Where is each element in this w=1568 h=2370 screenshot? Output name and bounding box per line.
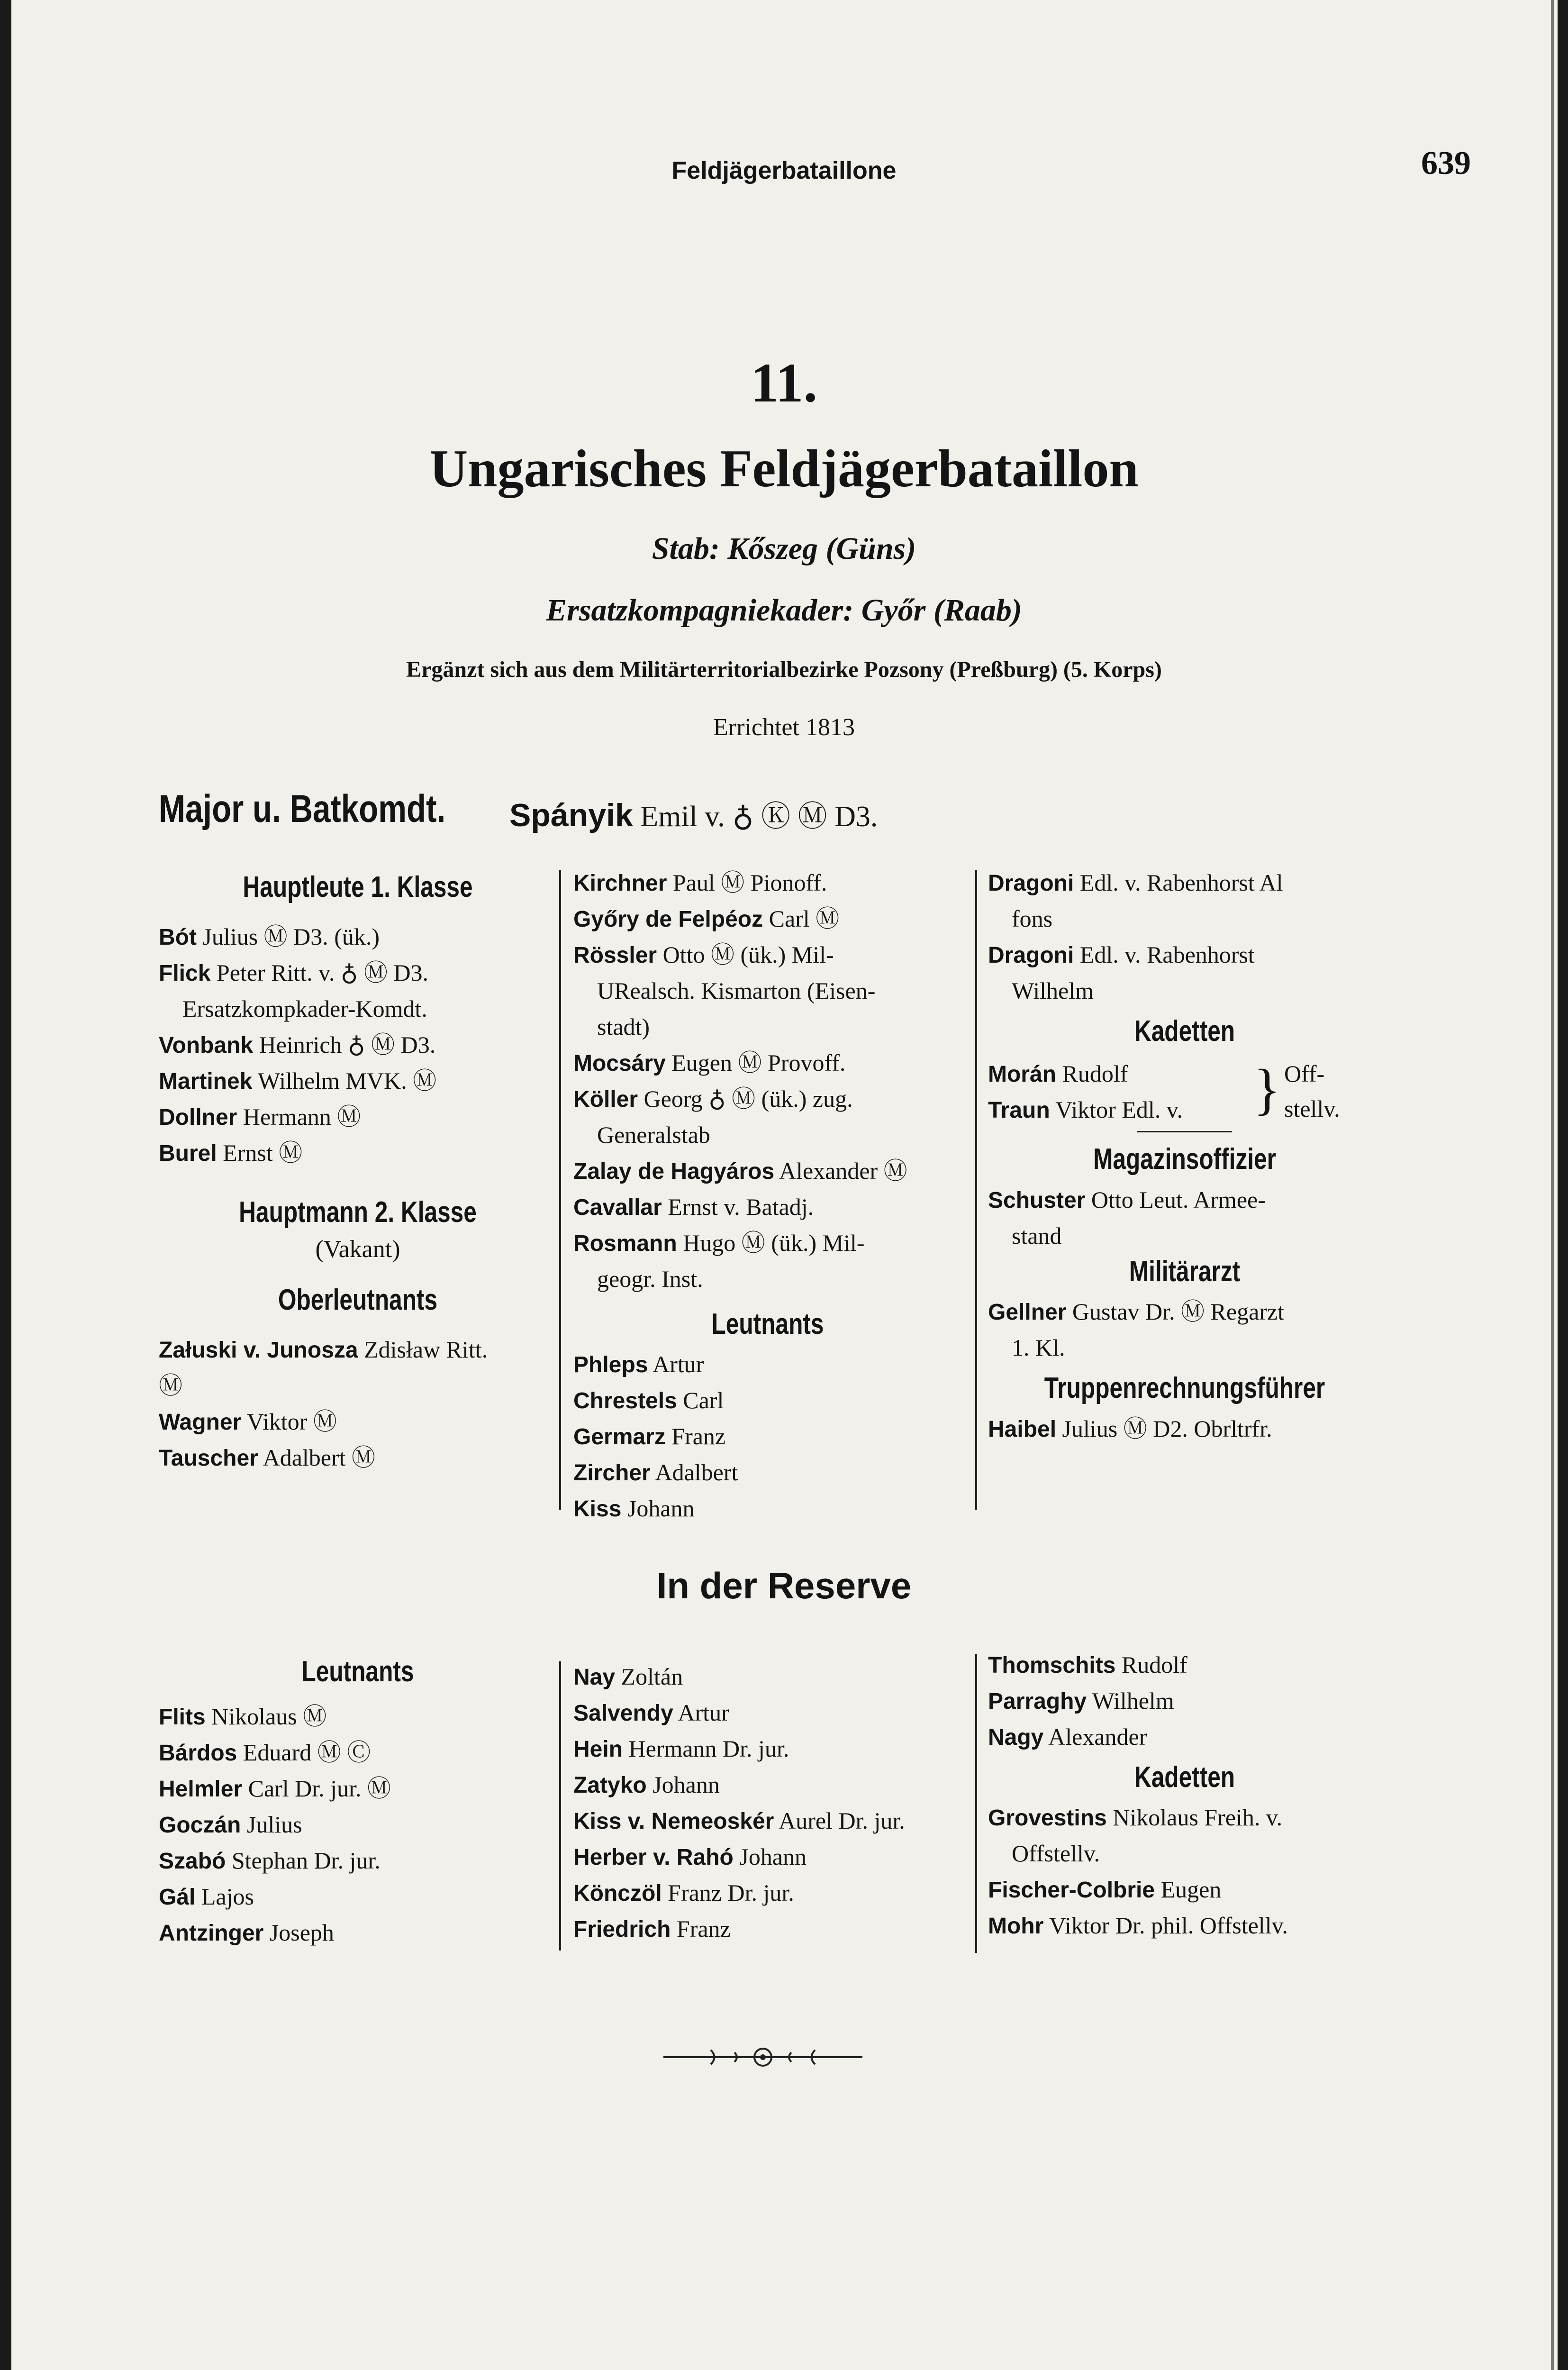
list-item: Flits Nikolaus Ⓜ [159, 1703, 327, 1730]
column-divider [975, 1654, 977, 1953]
list-item: stadt) [597, 1013, 650, 1040]
heading-oberleutnants: Oberleutnants [278, 1283, 438, 1316]
list-item: Kiss v. Nemeoskér Aurel Dr. jur. [573, 1807, 905, 1834]
heading-reserve: In der Reserve [656, 1565, 912, 1606]
list-item: Morán Rudolf [988, 1060, 1128, 1087]
list-item: Kiss Johann [573, 1495, 695, 1522]
list-item: Mocsáry Eugen Ⓜ Provoff. [573, 1049, 846, 1076]
heading-hauptmann-2: Hauptmann 2. Klasse [239, 1196, 477, 1229]
list-item: Dragoni Edl. v. Rabenhorst [988, 941, 1255, 968]
heading-magazinsoffizier: Magazinsoffizier [1093, 1143, 1276, 1176]
heading-leutnants: Leutnants [711, 1308, 824, 1340]
list-item: Bárdos Eduard Ⓜ Ⓒ [159, 1739, 371, 1766]
list-item: geogr. Inst. [597, 1266, 703, 1292]
list-item: Köller Georg ♁ Ⓜ (ük.) zug. [573, 1085, 853, 1112]
ersatz-line: Ersatzkompagniekader: Győr (Raab) [546, 593, 1022, 628]
column-2 [573, 865, 962, 1527]
list-item: Flick Peter Ritt. v. ♁ Ⓜ D3. [159, 959, 429, 986]
running-head: Feldjägerbataillone [671, 157, 897, 184]
list-item: Zalay de Hagyáros Alexander Ⓜ [573, 1158, 907, 1184]
list-item: Tauscher Adalbert Ⓜ [159, 1444, 376, 1471]
list-item: Ersatzkompkader-Komdt. [182, 995, 427, 1022]
list-item: Hein Hermann Dr. jur. [573, 1735, 789, 1762]
errichtet-line: Errichtet 1813 [713, 714, 855, 741]
list-item: Dollner Hermann Ⓜ [159, 1103, 361, 1130]
list-item: Offstellv. [1012, 1840, 1100, 1867]
list-item: Herber v. Rahó Johann [573, 1843, 807, 1870]
heading-hauptleute-1: Hauptleute 1. Klasse [243, 871, 473, 903]
list-item: Nay Zoltán [573, 1663, 683, 1690]
list-item: Grovestins Nikolaus Freih. v. [988, 1804, 1283, 1831]
reserve-column-2 [573, 1659, 962, 1947]
major-entry [509, 793, 878, 835]
list-item: Zircher Adalbert [573, 1459, 738, 1486]
list-item: Helmler Carl Dr. jur. Ⓜ [159, 1775, 391, 1802]
list-item: Gál Lajos [159, 1883, 254, 1910]
list-item: Schuster Otto Leut. Armee- [988, 1186, 1266, 1213]
kadetten-note: Off- stellv. [1284, 1060, 1340, 1122]
page-number: 639 [1421, 145, 1471, 182]
list-item: 1. Kl. [1012, 1334, 1065, 1361]
list-item: fons [1012, 905, 1053, 932]
heading-reserve-kadetten: Kadetten [1134, 1761, 1235, 1794]
stab-line: Stab: Kőszeg (Güns) [652, 531, 916, 566]
list-item: Könczöl Franz Dr. jur. [573, 1879, 794, 1906]
kadetten-group [988, 1056, 1381, 1126]
erganzt-line: Ergänzt sich aus dem Militärterritorialbezirke Pozsony (Preßburg) (5. Korps) [406, 657, 1162, 682]
list-item: Martinek Wilhelm MVK. Ⓜ [159, 1067, 437, 1094]
page-title: Ungarisches Feldjägerbataillon [429, 439, 1139, 498]
list-item: Gellner Gustav Dr. Ⓜ Regarzt [988, 1298, 1285, 1325]
list-item: Phleps Artur [573, 1351, 704, 1378]
column-divider [559, 870, 561, 1510]
list-item: URealsch. Kismarton (Eisen- [597, 977, 876, 1004]
major-name: Spányik [509, 797, 633, 833]
list-item: Goczán Julius [159, 1811, 302, 1838]
list-item: Haibel Julius Ⓜ D2. Obrltrfr. [988, 1415, 1272, 1442]
list-item: Załuski v. Junosza Zdisław Ritt. [159, 1336, 488, 1363]
list-item: Antzinger Joseph [159, 1919, 334, 1946]
list-item: Zatyko Johann [573, 1771, 720, 1798]
list-item: Generalstab [597, 1121, 710, 1148]
list-item: Traun Viktor Edl. v. [988, 1096, 1183, 1123]
list-item: Ⓜ [159, 1372, 182, 1399]
list-item: Germarz Franz [573, 1423, 726, 1450]
vakant-text: (Vakant) [315, 1235, 400, 1263]
reserve-column-3 [988, 1647, 1381, 1944]
list-item: Salvendy Artur [573, 1699, 729, 1726]
list-item: Wilhelm [1012, 977, 1094, 1004]
column-divider [559, 1661, 561, 1951]
list-item: Parraghy Wilhelm [988, 1687, 1174, 1714]
list-item: Bót Julius Ⓜ D3. (ük.) [159, 923, 380, 950]
list-item: Chrestels Carl [573, 1387, 724, 1414]
column-3 [988, 865, 1381, 1447]
list-item: Burel Ernst Ⓜ [159, 1139, 303, 1167]
list-item: Vonbank Heinrich ♁ Ⓜ D3. [159, 1031, 436, 1058]
list-item: Kirchner Paul Ⓜ Pionoff. [573, 869, 827, 896]
list-item: Szabó Stephan Dr. jur. [159, 1847, 381, 1874]
list-item: Győry de Felpéoz Carl Ⓜ [573, 905, 840, 932]
ornament-divider [663, 2043, 862, 2071]
major-rest: Emil v. ♁ Ⓚ Ⓜ D3. [640, 801, 878, 833]
list-item: Fischer-Colbrie Eugen [988, 1876, 1222, 1903]
heading-reserve-leutnants: Leutnants [301, 1655, 414, 1688]
heading-militaerarzt: Militärarzt [1129, 1255, 1241, 1288]
reserve-column-1 [159, 1654, 557, 1951]
list-item: Thomschits Rudolf [988, 1651, 1187, 1678]
section-number: 11. [751, 352, 817, 414]
list-item: Wagner Viktor Ⓜ [159, 1408, 337, 1435]
heading-kadetten: Kadetten [1134, 1015, 1235, 1048]
list-item: Nagy Alexander [988, 1723, 1147, 1750]
brace-glyph: } [1253, 1057, 1281, 1121]
list-item: Rosmann Hugo Ⓜ (ük.) Mil- [573, 1230, 865, 1256]
list-item: Mohr Viktor Dr. phil. Offstellv. [988, 1912, 1288, 1939]
list-item: Dragoni Edl. v. Rabenhorst Al [988, 869, 1283, 896]
list-item: stand [1012, 1222, 1062, 1249]
divider [1137, 1131, 1232, 1132]
list-item: Friedrich Franz [573, 1915, 731, 1942]
heading-truppenrechnungsfuehrer: Truppenrechnungsführer [1044, 1372, 1325, 1405]
column-divider [975, 870, 977, 1510]
list-item: Rössler Otto Ⓜ (ük.) Mil- [573, 941, 834, 968]
column-1 [159, 870, 557, 1476]
list-item: Cavallar Ernst v. Batadj. [573, 1194, 814, 1220]
major-label: Major u. Batkomdt. [159, 787, 446, 830]
